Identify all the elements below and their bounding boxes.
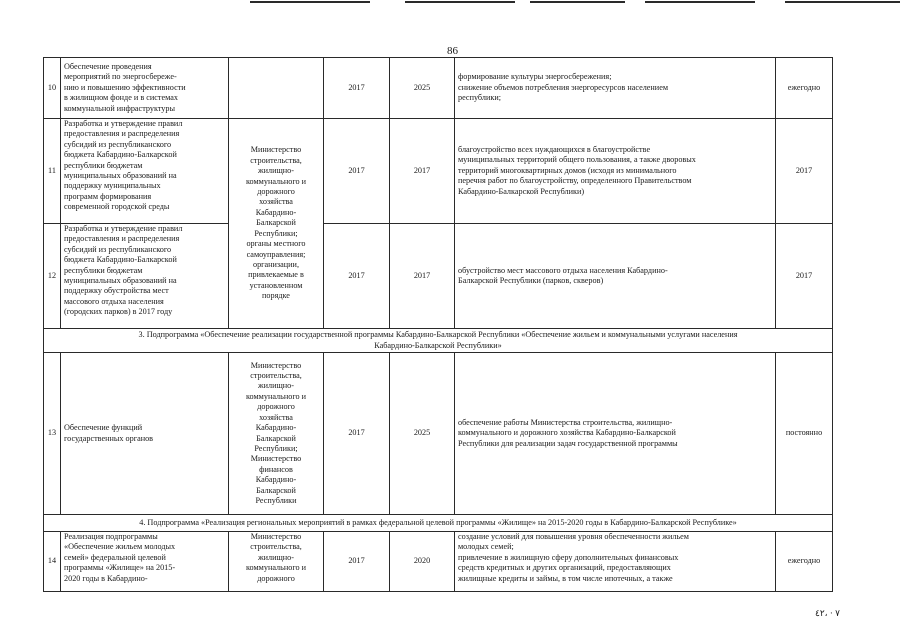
deadline-value: 2017 — [776, 224, 833, 329]
deadline-value: ежегодно — [776, 532, 833, 592]
expected-result: создание условий для повышения уровня обеспеченности жильем молодых семей; привлечение в жилищную сферу дополнительных финансовых средств кредитных и других организаций, предоставляющих жилищные кредиты и займы, в том числе ипотечных, а также — [455, 532, 776, 592]
row-number: 14 — [44, 532, 61, 592]
measure-name: Разработка и утверждение правил предоставления и распределения субсидий из республиканского бюджета Кабардино-Балкарской республики бюджетам муниципальных образований на поддержку обустройства мест массового отдыха населения (городских парков) в 2017 году — [61, 224, 229, 329]
program-measures-table — [43, 57, 833, 592]
row-number: 10 — [44, 58, 61, 119]
end-year: 2017 — [390, 224, 455, 329]
end-year: 2017 — [390, 119, 455, 224]
measure-name: Обеспечение проведения мероприятий по энергосбереже- нию и повышению эффективности в жилищном фонде и в системах коммунальной инфраструктуры — [61, 58, 229, 119]
table-row — [44, 532, 833, 592]
deadline-value: 2017 — [776, 119, 833, 224]
measure-name: Обеспечение функций государственных органов — [61, 353, 229, 515]
end-year: 2025 — [390, 58, 455, 119]
start-year: 2017 — [324, 224, 390, 329]
end-year: 2020 — [390, 532, 455, 592]
deadline-value: ежегодно — [776, 58, 833, 119]
table-row — [44, 58, 833, 119]
expected-result: благоустройство всех нуждающихся в благоустройстве муниципальных территорий общего пользования, а также дворовых территорий многоквартирных домов (исходя из минимального перечня работ по благоустройству, определенного Правительством Кабардино-Балкарской Республики) — [455, 119, 776, 224]
table-row — [44, 353, 833, 515]
executor-cell: Министерство строительства, жилищно- коммунального и дорожного хозяйства Кабардино- Балкарской Республики; органы местного самоуправления; организации, привлекаемые в установленном порядке — [229, 119, 324, 329]
footer-mark: ٧ · ،٤٢ — [815, 608, 840, 618]
page-number: 86 — [447, 45, 458, 57]
start-year: 2017 — [324, 58, 390, 119]
row-number: 13 — [44, 353, 61, 515]
row-number: 11 — [44, 119, 61, 224]
measure-name: Реализация подпрограммы «Обеспечение жильем молодых семей» федеральной целевой программы «Жилище» на 2015- 2020 годы в Кабардино- — [61, 532, 229, 592]
section-row — [44, 329, 833, 353]
start-year: 2017 — [324, 119, 390, 224]
row-number: 12 — [44, 224, 61, 329]
executor-cell: Министерство строительства, жилищно- коммунального и дорожного — [229, 532, 324, 592]
executor-cell: Министерство строительства, жилищно- коммунального и дорожного хозяйства Кабардино- Балкарской Республики; Министерство финансов Кабардино- Балкарской Республики — [229, 353, 324, 515]
deadline-value: постоянно — [776, 353, 833, 515]
executor-cell — [229, 58, 324, 119]
measure-name: Разработка и утверждение правил предоставления и распределения субсидий из республиканского бюджета Кабардино-Балкарской республики бюджетам муниципальных образований на поддержку муниципальных программ формирования современной городской среды — [61, 119, 229, 224]
subprogram-4-heading: 4. Подпрограмма «Реализация региональных мероприятий в рамках федеральной целевой программы «Жилище» на 2015-2020 годы в Кабардино-Балкарской Республике» — [44, 515, 833, 532]
expected-result: обустройство мест массового отдыха населения Кабардино- Балкарской Республики (парков, скверов) — [455, 224, 776, 329]
expected-result: формирование культуры энергосбережения; снижение объемов потребления энергоресурсов населением республики; — [455, 58, 776, 119]
end-year: 2025 — [390, 353, 455, 515]
table-row — [44, 224, 833, 329]
subprogram-3-heading: 3. Подпрограмма «Обеспечение реализации государственной программы Кабардино-Балкарской Республики «Обеспечение жильем и коммунальными услугами населения Кабардино-Балкарской Республики» — [44, 329, 833, 353]
section-row — [44, 515, 833, 532]
expected-result: обеспечение работы Министерства строительства, жилищно- коммунального и дорожного хозяйства Кабардино-Балкарской Республики для реализации задач государственной программы — [455, 353, 776, 515]
scan-top-border — [0, 0, 905, 6]
start-year: 2017 — [324, 532, 390, 592]
table-row — [44, 119, 833, 224]
start-year: 2017 — [324, 353, 390, 515]
